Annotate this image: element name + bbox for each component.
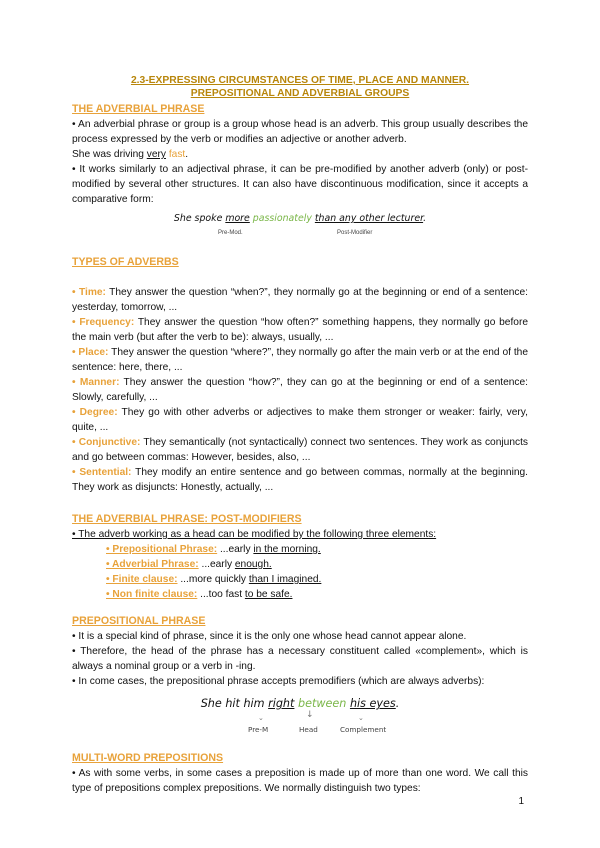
adverb-type-label: • Sentential: <box>72 467 132 478</box>
post-modifier-item <box>72 572 528 587</box>
label-complement: Complement <box>340 725 387 734</box>
paragraph: • An adverbial phrase or group is a group whose head is an adverb. This group usually describes the process expressed by the verb or modifies an adjective or another adverb. <box>72 119 528 145</box>
post-modifier-underlined: to be safe. <box>244 589 293 600</box>
period: . <box>423 213 427 224</box>
adverb-type-description: They answer the question “how often?” something happens, they normally go before the main verb (but after the verb to be): always, usually, ... <box>72 317 529 343</box>
adverb-type-item <box>72 405 528 435</box>
adverb-type-description: They go with other adverbs or adjectives to make them stronger or weaker: fairly, very, quite, ... <box>72 407 528 433</box>
arrow-down-icon: ⌄ <box>258 714 264 722</box>
adverb-type-label: • Manner: <box>72 377 120 388</box>
post-modifier-underlined: enough. <box>234 559 272 570</box>
example-text: She was driving <box>72 149 147 160</box>
comparative-labels <box>72 226 528 238</box>
example-premodifier: more <box>225 213 250 224</box>
paragraph: • In come cases, the prepositional phrase accepts premodifiers (which are always adverbs): <box>72 676 485 687</box>
adverb-type-description: They answer the question “where?”, they normally go after the main verb or at the end of the sentence: here, there, ... <box>72 347 528 373</box>
adverb-type-item <box>72 465 528 495</box>
label-premodifier: Pre-Mod. <box>218 230 243 236</box>
post-modifier-example: ...early <box>198 559 235 570</box>
post-modifier-item <box>72 542 528 557</box>
post-modifier-example: ...too fast <box>197 589 245 600</box>
example-head: fast <box>168 149 186 160</box>
section-heading-prepositional-phrase: PREPOSITIONAL PHRASE <box>72 615 206 627</box>
document-page <box>72 74 528 796</box>
section-heading-types-of-adverbs: TYPES OF ADVERBS <box>72 256 179 268</box>
adverb-type-description: They semantically (not syntactically) connect two sentences. They work as conjuncts and go between commas: However, besides, also, ... <box>72 437 529 463</box>
adverb-type-description: They modify an entire sentence and go between commas, normally at the beginning. They work as disjuncts: Honestly, actually, ... <box>72 467 528 493</box>
period: . <box>395 697 400 710</box>
section-heading-multi-word-prepositions: MULTI-WORD PREPOSITIONS <box>72 752 224 764</box>
post-modifier-underlined: than I imagined. <box>248 574 322 585</box>
adverb-type-label: • Degree: <box>72 407 118 418</box>
section-heading-post-modifiers: THE ADVERBIAL PHRASE: POST-MODIFIERS <box>72 513 302 525</box>
paragraph: • It is a special kind of phrase, since it is the only one whose head cannot appear alone. <box>72 631 467 642</box>
post-modifier-label: • Finite clause: <box>106 574 178 585</box>
title-line-2: PREPOSITIONAL AND ADVERBIAL GROUPS <box>190 88 410 99</box>
paragraph: • Therefore, the head of the phrase has a necessary constituent called «complement», which is always a nominal group or a verb in -ing. <box>72 646 528 672</box>
post-modifier-item <box>72 557 528 572</box>
post-modifier-label: • Adverbial Phrase: <box>106 559 199 570</box>
document-title <box>72 74 528 100</box>
page-number: 1 <box>518 796 524 807</box>
example-complement: his eyes <box>349 697 396 710</box>
label-premodifier: Pre-M <box>248 725 269 734</box>
post-modifier-example: ...more quickly <box>177 574 249 585</box>
example-postmodifier: than any other lecturer <box>314 213 424 224</box>
prepositional-labels <box>72 711 528 739</box>
adverb-type-item <box>72 345 528 375</box>
adverb-type-label: • Frequency: <box>72 317 135 328</box>
arrow-down-icon: ↓ <box>306 710 314 720</box>
post-modifier-underlined: in the morning. <box>253 544 321 555</box>
section-heading-adverbial-phrase: THE ADVERBIAL PHRASE <box>72 103 205 115</box>
arrow-down-icon: ⌄ <box>358 714 364 722</box>
example-head: between <box>297 697 347 710</box>
adverb-type-description: They answer the question “when?”, they normally go at the beginning or end of a sentence: yesterday, tomorrow, ... <box>72 287 528 313</box>
example-sentence <box>72 147 528 162</box>
post-modifier-label: • Prepositional Phrase: <box>106 544 218 555</box>
post-modifiers-list <box>72 542 528 602</box>
types-list <box>72 285 528 495</box>
adverb-type-label: • Time: <box>72 287 106 298</box>
label-head: Head <box>299 725 318 734</box>
adverb-type-description: They answer the question “how?”, they can go at the beginning or end of a sentence: Slowly, carefully, ... <box>72 377 528 403</box>
post-modifier-label: • Non finite clause: <box>106 589 198 600</box>
adverb-type-item <box>72 435 528 465</box>
post-modifier-example: ...early <box>217 544 254 555</box>
example-text: She spoke <box>173 213 226 224</box>
adverb-type-item <box>72 285 528 315</box>
example-premodifier: right <box>268 697 295 710</box>
adverb-type-label: • Conjunctive: <box>72 437 141 448</box>
comparative-example <box>72 211 528 226</box>
paragraph: • The adverb working as a head can be modified by the following three elements: <box>72 529 437 540</box>
paragraph: • It works similarly to an adjectival phrase, it can be pre-modified by another adverb (only) or post-modified by several other structures. It can also have discontinuous modification, since it accepts a comparative form: <box>72 164 528 205</box>
example-head: passionately <box>252 213 312 224</box>
post-modifier-item <box>72 587 528 602</box>
example-text: She hit him <box>200 697 269 710</box>
label-postmodifier: Post-Modifier <box>337 230 373 236</box>
adverb-type-item <box>72 375 528 405</box>
period: . <box>185 149 189 160</box>
adverb-type-label: • Place: <box>72 347 109 358</box>
example-premodifier: very <box>146 149 166 160</box>
paragraph: • As with some verbs, in some cases a preposition is made up of more than one word. We call this type of prepositions complex prepositions. We normally distinguish two types: <box>72 768 528 794</box>
title-line-1: 2.3-EXPRESSING CIRCUMSTANCES OF TIME, PLACE AND MANNER. <box>130 75 470 86</box>
adverb-type-item <box>72 315 528 345</box>
prepositional-example <box>72 696 528 711</box>
